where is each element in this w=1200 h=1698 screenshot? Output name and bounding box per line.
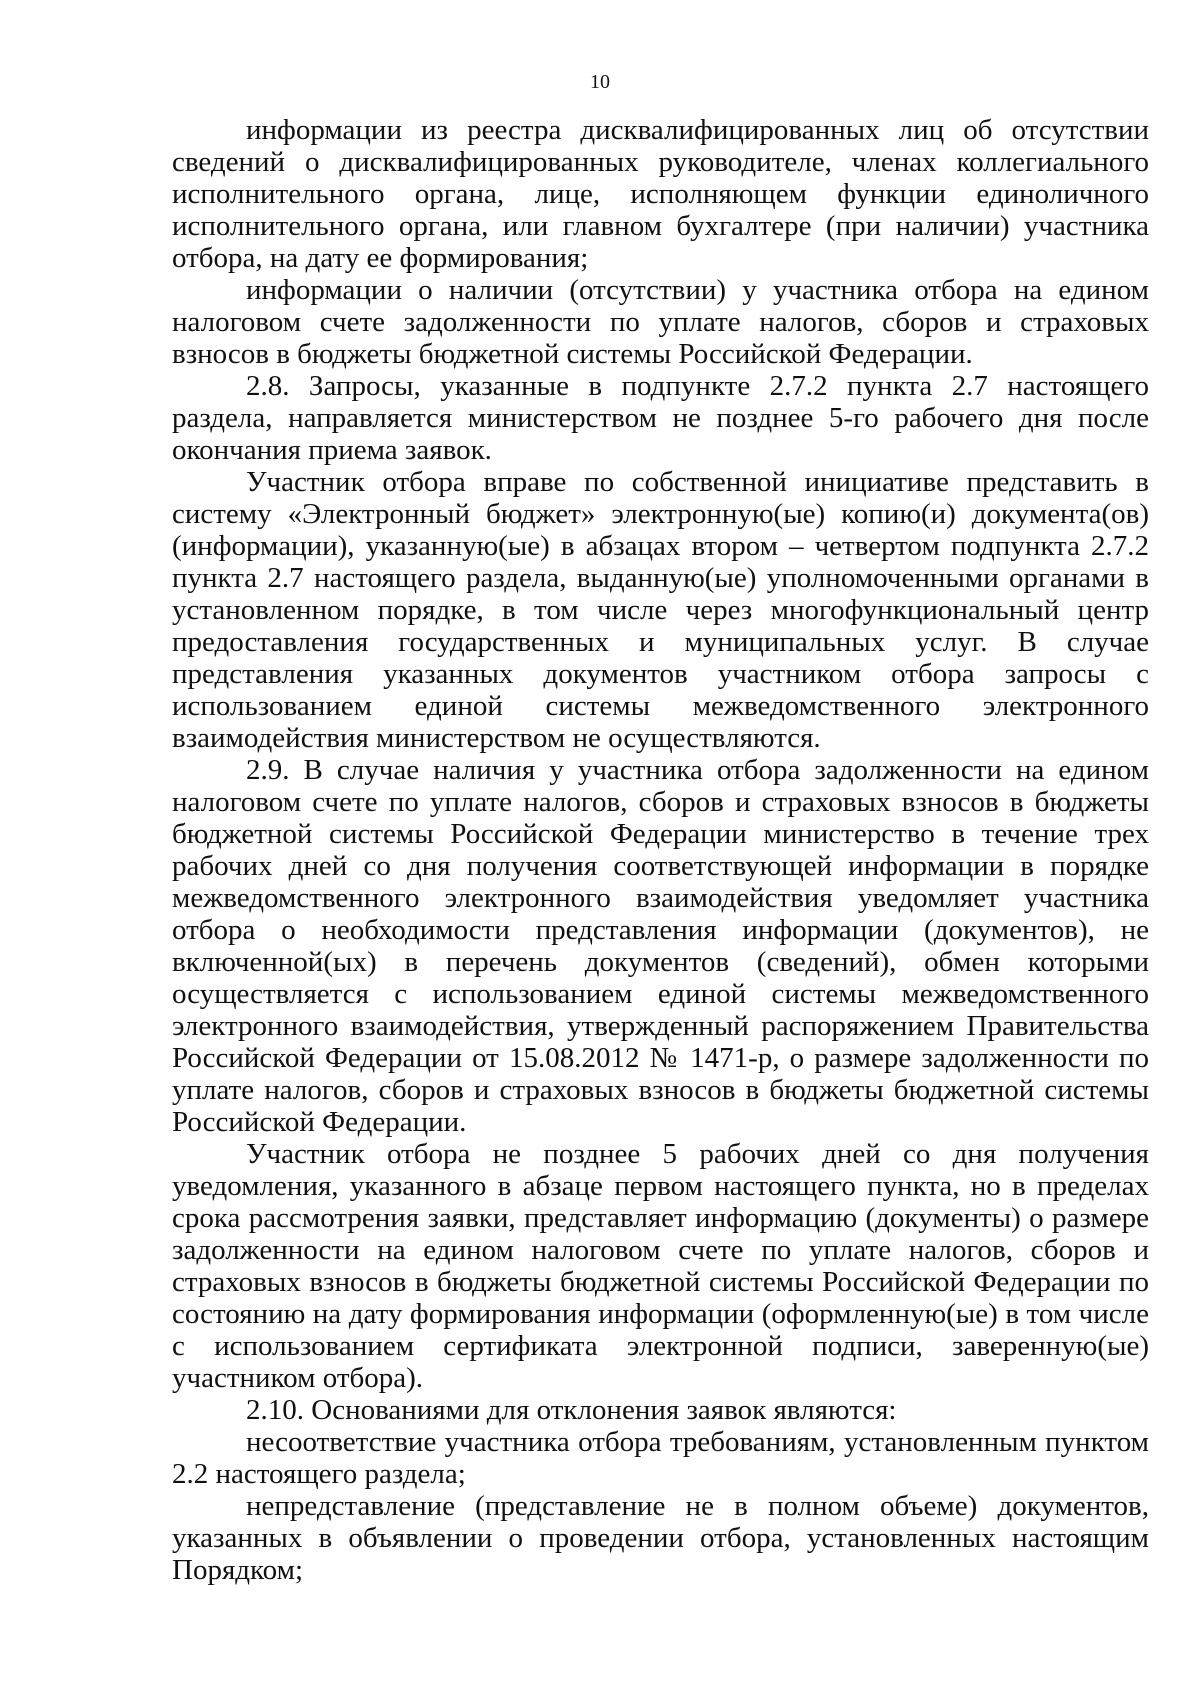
paragraph-reestr-info: информации из реестра дисквалифицированных лиц об отсутствии сведений о дисквалифицированных руководителе, членах коллегиального исполнительного органа, лице, исполняющем функции единоличного исполнительного органа, или главном бухгалтере (при наличии) участника отбора, на дату ее формирования; (172, 114, 1149, 274)
paragraph-2-10: 2.10. Основаниями для отклонения заявок являются: (246, 1394, 897, 1426)
paragraph-debt-notice-response: Участник отбора не позднее 5 рабочих дней со дня получения уведомления, указанного в абзаце первом настоящего пункта, но в пределах срока рассмотрения заявки, представляет информацию (документы) о размере задолженности на едином налоговом счете по уплате налогов, сборов и страховых взносов в бюджеты бюджетной системы Российской Федерации по состоянию на дату формирования информации (оформленную(ые) в том числе с использованием сертификата электронной подписи, заверенную(ые) участником отбора). (172, 1138, 1149, 1394)
paragraph-2-8: 2.8. Запросы, указанные в подпункте 2.7.2 пункта 2.7 настоящего раздела, направляется министерством не позднее 5-го рабочего дня после окончания приема заявок. (172, 370, 1149, 466)
paragraph-2-9: 2.9. В случае наличия у участника отбора задолженности на едином налоговом счете по уплате налогов, сборов и страховых взносов в бюджеты бюджетной системы Российской Федерации министерство в течение трех рабочих дней со дня получения соответствующей информации в порядке межведомственного электронного взаимодействия уведомляет участника отбора о необходимости представления информации (документов), не включенной(ых) в перечень документов (сведений), обмен которыми осуществляется с использованием единой системы межведомственного электронного взаимодействия, утвержденный распоряжением Правительства Российской Федерации от 15.08.2012 № 1471-р, о размере задолженности по уплате налогов, сборов и страховых взносов в бюджеты бюджетной системы Российской Федерации. (172, 754, 1149, 1138)
paragraph-noncompliance: несоответствие участника отбора требованиям, установленным пунктом 2.2 настоящего раздела; (172, 1426, 1149, 1490)
paragraph-nonsubmission: непредставление (представление не в полном объеме) документов, указанных в объявлении о проведении отбора, установленных настоящим Порядком; (172, 1490, 1149, 1586)
paragraph-tax-debt-info: информации о наличии (отсутствии) у участника отбора на едином налоговом счете задолженности по уплате налогов, сборов и страховых взносов в бюджеты бюджетной системы Российской Федерации. (172, 274, 1149, 370)
paragraph-own-initiative: Участник отбора вправе по собственной инициативе представить в систему «Электронный бюджет» электронную(ые) копию(и) документа(ов) (информации), указанную(ые) в абзацах втором – четвертом подпункта 2.7.2 пункта 2.7 настоящего раздела, выданную(ые) уполномоченными органами в установленном порядке, в том числе через многофункциональный центр предоставления государственных и муниципальных услуг. В случае представления указанных документов участником отбора запросы с использованием единой системы межведомственного электронного взаимодействия министерством не осуществляются. (172, 466, 1149, 754)
document-body (172, 114, 1149, 1586)
page-number: 10 (590, 71, 610, 93)
